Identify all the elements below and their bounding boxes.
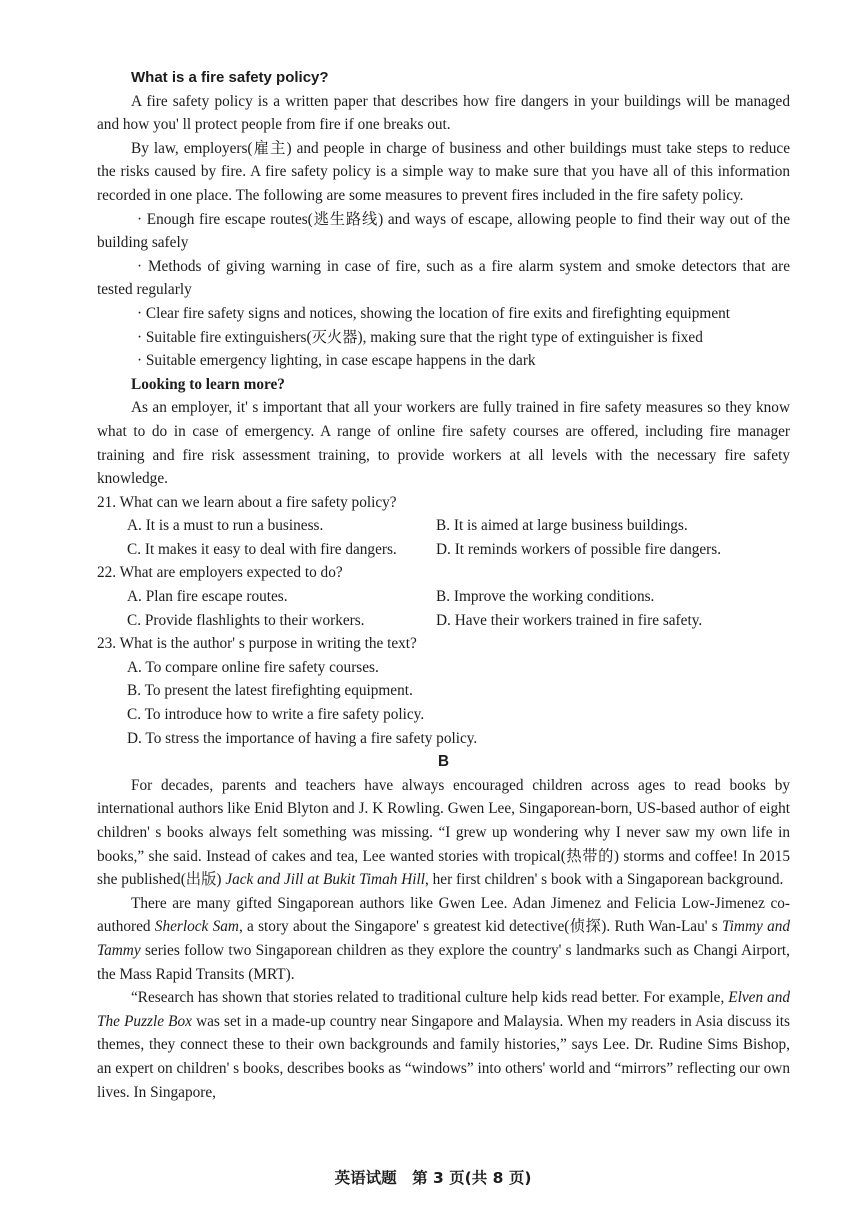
question-21: [97, 491, 790, 562]
paragraph-training: As an employer, it' s important that all your workers are fully trained in fire safety measures so they know what to do in case of emergency. A range of online fire safety courses are offered, including fire manager training and fire risk assessment training, to provide workers at all levels with the necessary fire safety knowledge.: [97, 399, 790, 488]
text-run: , her first children' s book with a Singaporean background.: [425, 871, 784, 889]
bullet-safety-signs: · Clear fire safety signs and notices, showing the location of fire exits and firefighting equipment: [137, 304, 731, 322]
text-run: There are many gifted Singaporean authors like Gwen Lee. Adan Jimenez and Felicia Low-Jimenez co-authored: [97, 894, 790, 936]
option-a: A. Plan fire escape routes.: [127, 588, 288, 606]
text-run: was set in a made-up country near Singapore and Malaysia. When my readers in Asia discuss its themes, they connect these to their own backgrounds and family histories,” says Lee. Dr. Rudine Sims Bishop, an expert on children' s books, describes books as “windows” into others' world and “mirrors” reflecting our own lives. In Singapore,: [97, 1012, 790, 1101]
paragraph-research: [97, 986, 790, 1104]
question-22: [97, 561, 790, 632]
section-heading-learn-more: Looking to learn more?: [131, 375, 285, 393]
question-stem: 22. What are employers expected to do?: [97, 564, 343, 582]
text-run: For decades, parents and teachers have always encouraged children across ages to read books by international authors like Enid Blyton and J. K Rowling. Gwen Lee, Singaporean-born, US-based author of eight children' s books always felt something was missing. “I grew up wondering why I never saw my own life in books,” she said. Instead of cakes and tea, Lee wanted stories with tropical(热带的) storms and coffee! In 2015 she published(出版): [97, 776, 790, 889]
book-title: Jack and Jill at Bukit Timah Hill: [225, 871, 425, 889]
book-title: Timmy and Tammy: [97, 918, 791, 959]
option-b: B. Improve the working conditions.: [436, 588, 655, 606]
option-b: B. It is aimed at large business buildings.: [436, 517, 688, 535]
book-title: Sherlock Sam: [154, 918, 239, 936]
text-run: series follow two Singaporean children as they explore the country' s landmarks such as Changi Airport, the Mass Rapid Transits (MRT).: [97, 941, 790, 983]
option-row: [97, 514, 790, 538]
option-d: D. Have their workers trained in fire safety.: [436, 611, 703, 629]
paragraph-authors: [97, 892, 790, 986]
section-heading-fire-policy: What is a fire safety policy?: [131, 69, 329, 86]
question-stem: 21. What can we learn about a fire safety policy?: [97, 493, 397, 511]
option-row: [97, 538, 790, 562]
option-d: D. To stress the importance of having a fire safety policy.: [127, 729, 478, 747]
question-stem: 23. What is the author' s purpose in writing the text?: [97, 635, 417, 653]
option-b: B. To present the latest firefighting equipment.: [127, 682, 413, 700]
option-c: C. It makes it easy to deal with fire dangers.: [127, 540, 397, 558]
option-row: [97, 609, 790, 633]
paragraph-definition: A fire safety policy is a written paper that describes how fire dangers in your buildings will be managed and how you' ll protect people from fire if one breaks out.: [97, 92, 790, 134]
bullet-escape-routes: · Enough fire escape routes(逃生路线) and ways of escape, allowing people to find their way out of the building safely: [97, 210, 790, 252]
section-title-b: B: [437, 753, 450, 771]
text-run: “Research has shown that stories related to traditional culture help kids read better. For example,: [131, 989, 729, 1007]
option-d: D. It reminds workers of possible fire dangers.: [436, 540, 722, 558]
option-row: [97, 585, 790, 609]
bullet-extinguishers: · Suitable fire extinguishers(灭火器), making sure that the right type of extinguisher is fixed: [137, 328, 703, 346]
option-c: C. Provide flashlights to their workers.: [127, 611, 365, 629]
bullet-emergency-lighting: · Suitable emergency lighting, in case escape happens in the dark: [137, 352, 536, 370]
option-a: A. It is a must to run a business.: [127, 517, 324, 535]
option-a: A. To compare online fire safety courses.: [127, 658, 379, 676]
book-title: Elven and The Puzzle Box: [97, 989, 790, 1030]
paragraph-law: By law, employers(雇主) and people in charge of business and other buildings must take steps to reduce the risks caused by fire. A fire safety policy is a simple way to make sure that you have all of this information recorded in one place. The following are some measures to prevent fires included in the fire safety policy.: [97, 139, 790, 204]
question-23: [97, 632, 790, 750]
page-footer: 英语试题 第 3 页(共 8 页): [334, 1169, 532, 1187]
text-run: , a story about the Singapore' s greatest kid detective(侦探). Ruth Wan-Lau' s: [238, 918, 722, 936]
paragraph-gwen-lee: [97, 774, 790, 892]
option-c: C. To introduce how to write a fire safety policy.: [127, 706, 425, 724]
bullet-warning-methods: · Methods of giving warning in case of fire, such as a fire alarm system and smoke detectors that are tested regularly: [97, 257, 790, 299]
